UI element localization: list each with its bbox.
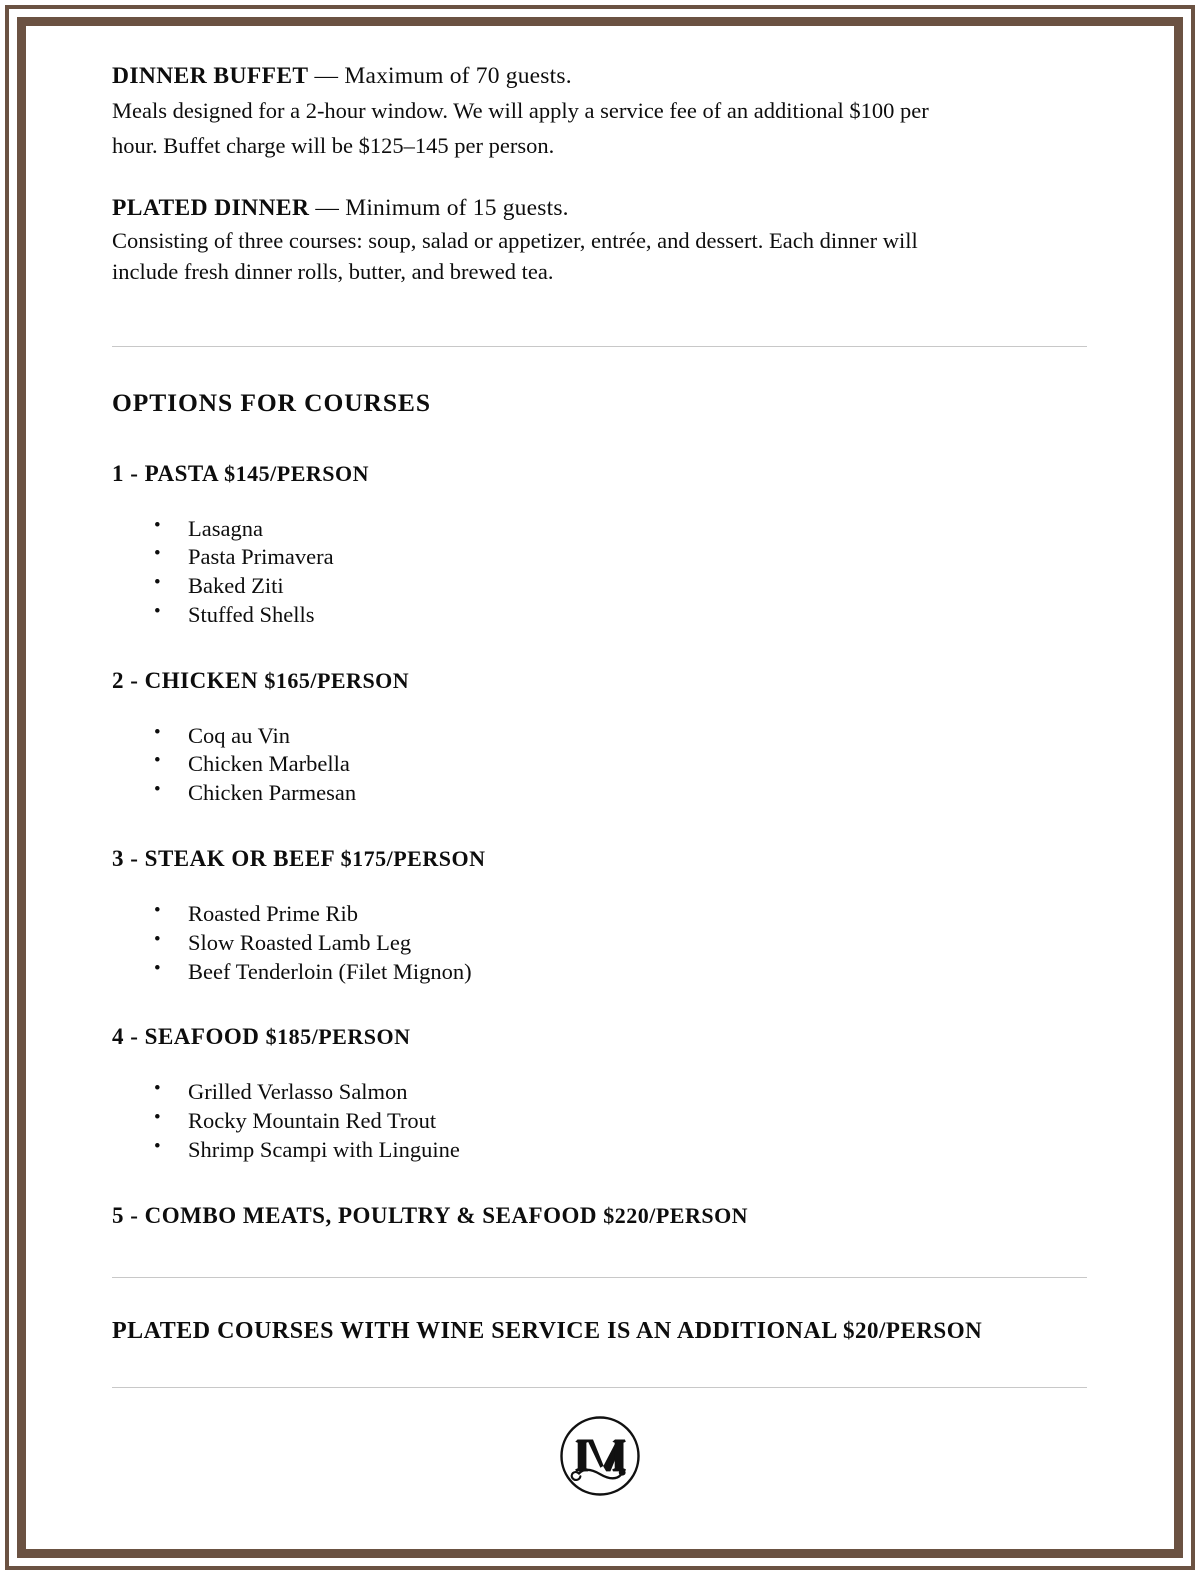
divider-above-logo (112, 1387, 1087, 1388)
list-item: • Rocky Mountain Red Trout (112, 1107, 1087, 1136)
list-item: • Beef Tenderloin (Filet Mignon) (112, 958, 1087, 987)
course-items-seafood (112, 1078, 1087, 1164)
wine-service-line (112, 1318, 1087, 1345)
course-name-steak-or-beef: STEAK OR BEEF (144, 846, 335, 872)
course-number-4: 4 (112, 1024, 124, 1050)
dinner-buffet-headline-rest: Maximum of 70 guests. (344, 63, 572, 89)
course-separator-1: - (124, 460, 145, 486)
list-item: • Shrimp Scampi with Linguine (112, 1136, 1087, 1165)
divider-above-wine-service (112, 1277, 1087, 1278)
list-item: • Chicken Marbella (112, 750, 1087, 779)
monogram-m-icon (557, 1413, 643, 1504)
wine-service-price: $20/PERSON (843, 1317, 983, 1343)
plated-dinner-dash: — (309, 194, 346, 221)
course-separator-4: - (124, 1024, 145, 1050)
dinner-buffet-kicker: DINNER BUFFET (112, 63, 309, 89)
course-price-combo: $220/PERSON (603, 1202, 749, 1228)
plated-dinner-kicker: PLATED DINNER (112, 194, 310, 221)
course-name-seafood: SEAFOOD (144, 1024, 260, 1050)
list-item: • Baked Ziti (112, 572, 1087, 601)
course-name-combo: COMBO MEATS, POULTRY & SEAFOOD (144, 1202, 597, 1228)
list-item: • Stuffed Shells (112, 601, 1087, 630)
options-for-courses-title: OPTIONS FOR COURSES (112, 387, 431, 417)
course-items-steak-or-beef (112, 900, 1087, 986)
list-item: • Roasted Prime Rib (112, 900, 1087, 929)
list-item: • Slow Roasted Lamb Leg (112, 929, 1087, 958)
dinner-buffet-body-line-1: Meals designed for a 2-hour window. We will apply a service fee of an additional $100 per (112, 97, 929, 123)
course-separator-2: - (124, 667, 145, 693)
course-number-3: 3 (112, 846, 124, 872)
list-item: • Chicken Parmesan (112, 779, 1087, 808)
course-price-seafood: $185/PERSON (265, 1024, 411, 1050)
course-heading-chicken (112, 668, 1087, 694)
course-separator-3: - (124, 846, 145, 872)
dinner-buffet-headline (112, 60, 1087, 94)
list-item: • Lasagna (112, 515, 1087, 544)
plated-dinner-headline (112, 192, 1087, 226)
page-content (112, 60, 1087, 1388)
course-heading-seafood (112, 1024, 1087, 1050)
course-heading-pasta (112, 461, 1087, 487)
course-number-5: 5 (112, 1202, 124, 1228)
course-price-steak-or-beef: $175/PERSON (340, 846, 486, 872)
course-number-1: 1 (112, 460, 124, 486)
course-price-chicken: $165/PERSON (264, 667, 410, 693)
course-name-chicken: CHICKEN (144, 667, 259, 693)
plated-dinner-body-line-2: include fresh dinner rolls, butter, and brewed tea. (112, 259, 554, 285)
course-heading-combo (112, 1203, 1087, 1229)
course-heading-steak-or-beef (112, 846, 1087, 872)
course-price-pasta: $145/PERSON (224, 460, 369, 486)
footer-logo-wrap (0, 1413, 1200, 1504)
plated-dinner-body-line-1: Consisting of three courses: soup, salad or appetizer, entrée, and dessert. Each dinner will (112, 228, 918, 254)
dinner-buffet-dash: — (308, 63, 345, 89)
dinner-buffet-block (112, 60, 1087, 164)
wine-service-text: PLATED COURSES WITH WINE SERVICE IS AN ADDITIONAL (112, 1317, 844, 1344)
course-separator-5: - (124, 1202, 145, 1228)
dinner-buffet-body-line-2: hour. Buffet charge will be $125–145 per person. (112, 132, 555, 158)
course-items-chicken (112, 722, 1087, 808)
divider-above-options (112, 346, 1087, 347)
course-number-2: 2 (112, 667, 124, 693)
course-name-pasta: PASTA (144, 460, 218, 486)
list-item: • Grilled Verlasso Salmon (112, 1078, 1087, 1107)
list-item: • Pasta Primavera (112, 543, 1087, 572)
list-item: • Coq au Vin (112, 722, 1087, 751)
course-items-pasta (112, 515, 1087, 630)
plated-dinner-block (112, 192, 1087, 288)
plated-dinner-headline-rest: Minimum of 15 guests. (345, 194, 569, 221)
